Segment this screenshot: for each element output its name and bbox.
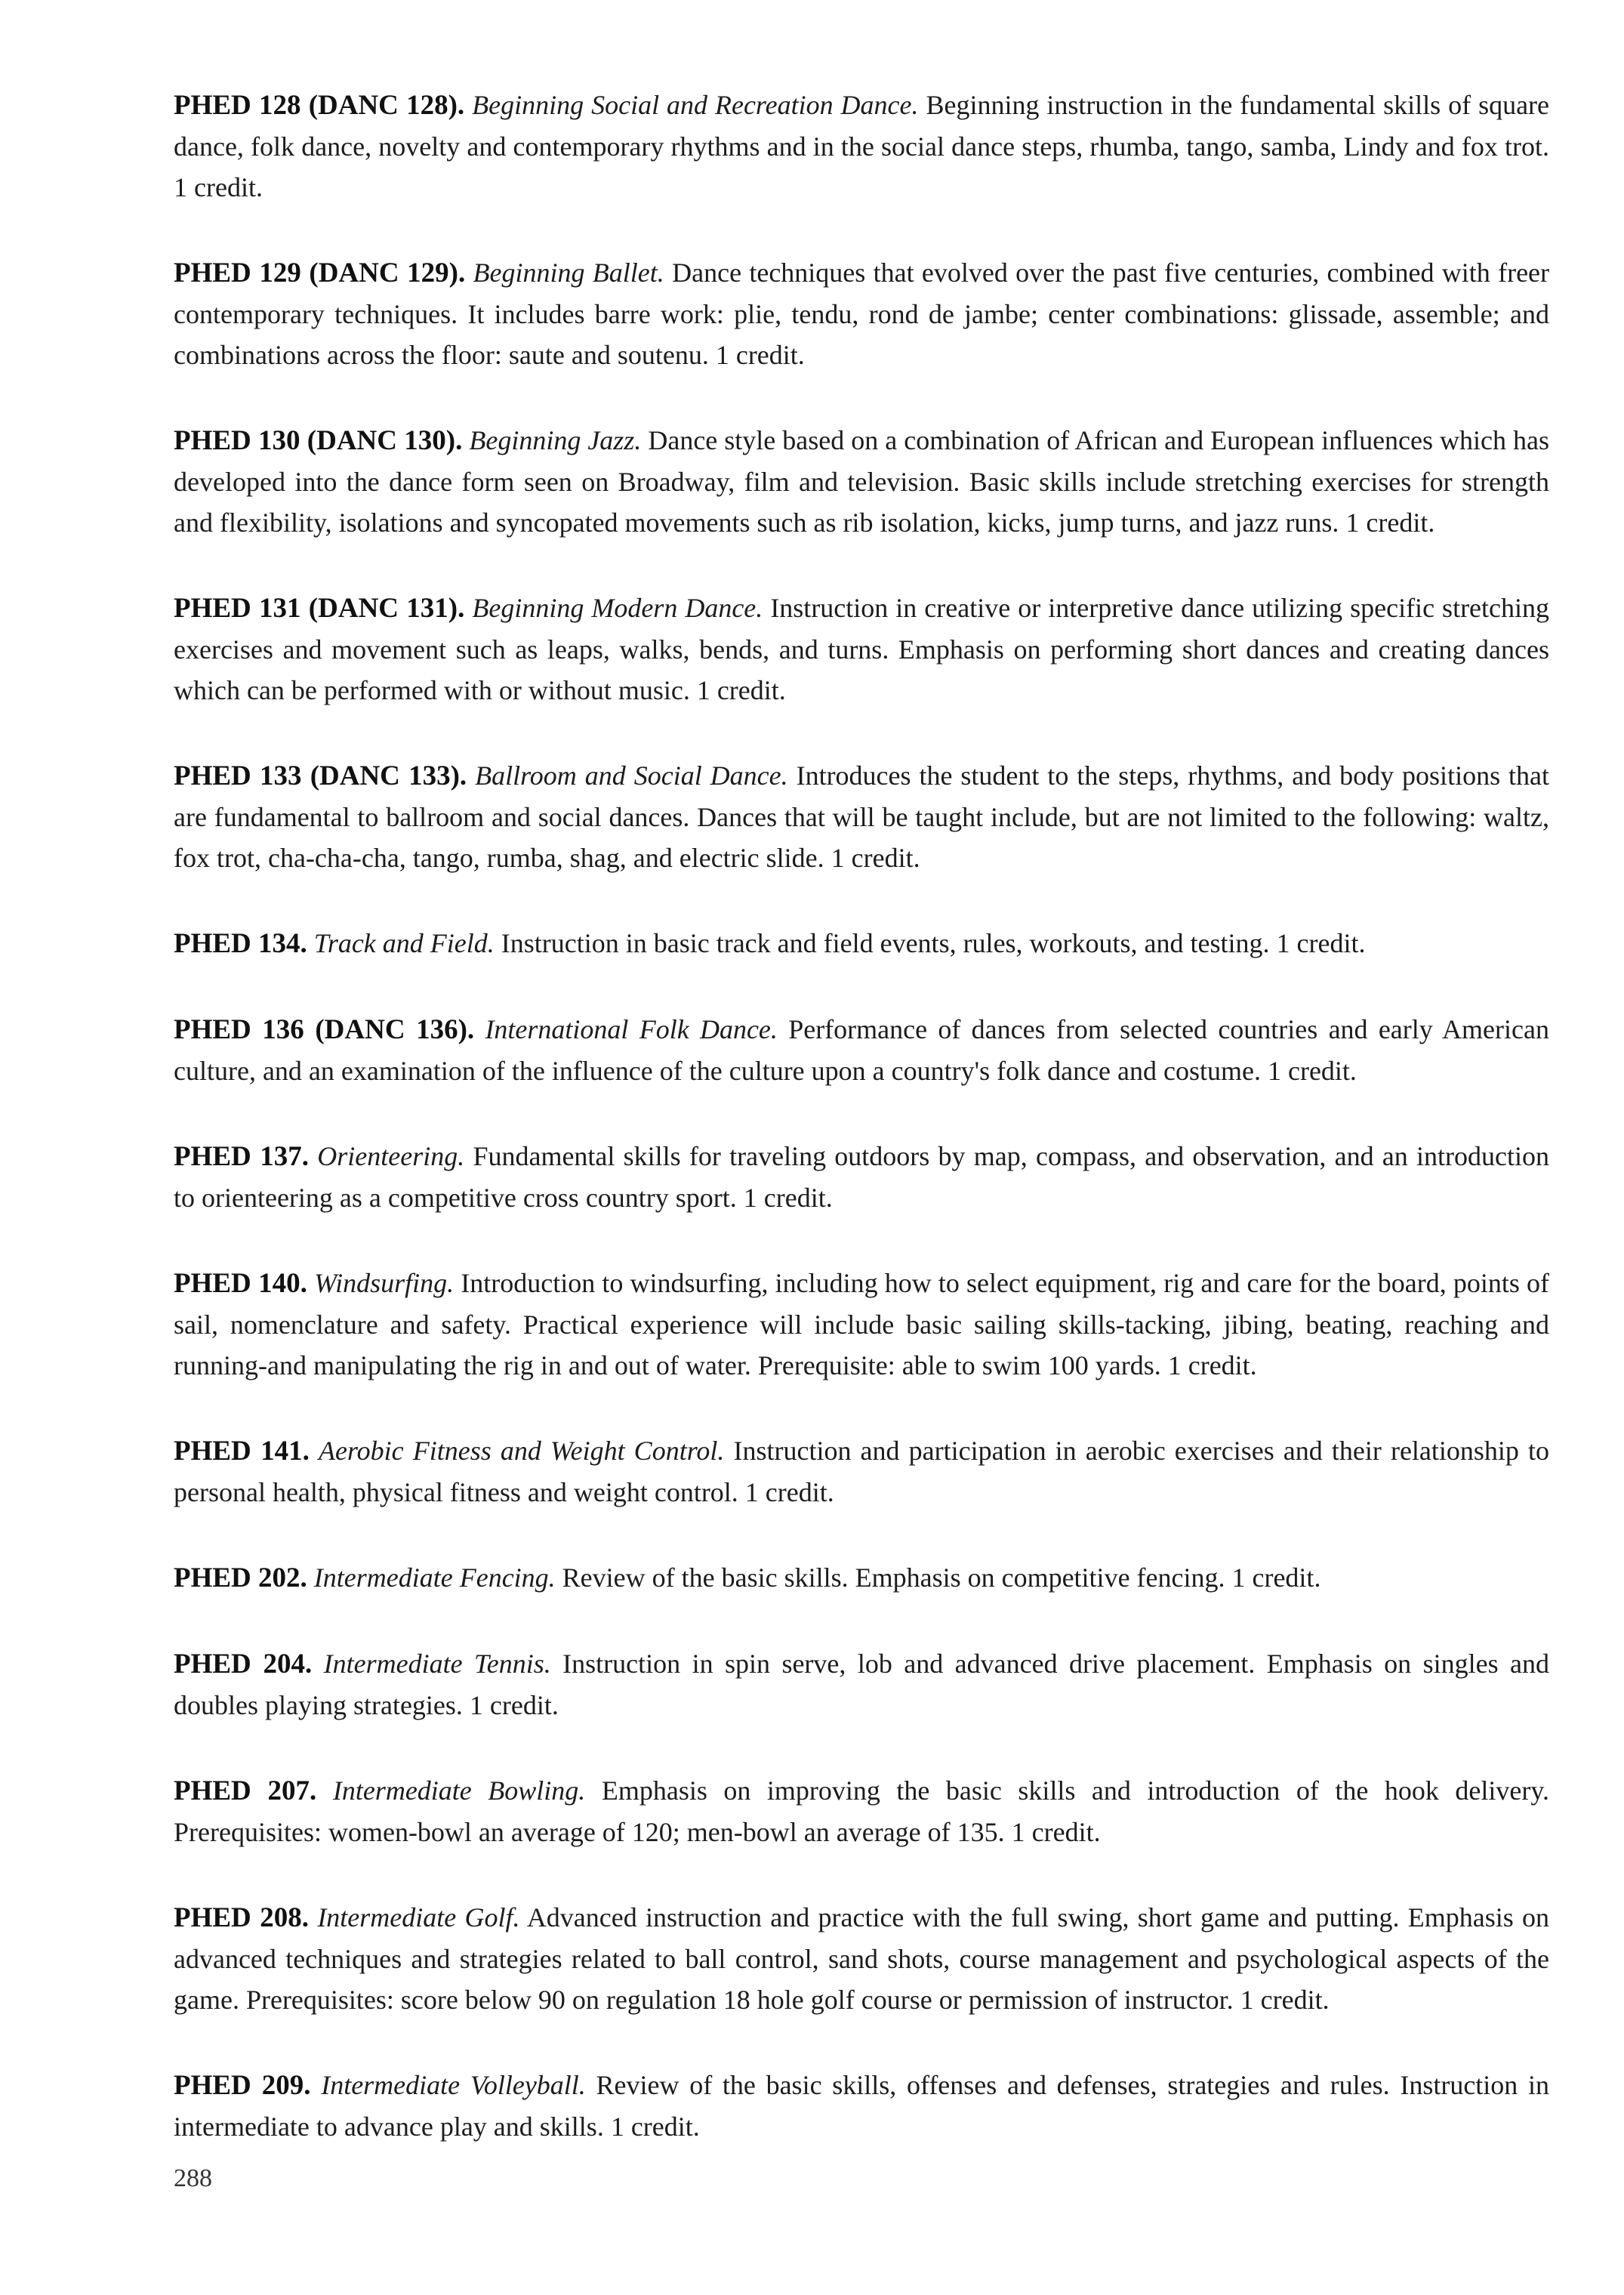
course-entry	[174, 420, 1549, 543]
course-description: Fundamental skills for traveling outdoors by map, compass, and observation, and an introduction to orienteering as a competitive cross country sport. 1 credit.	[174, 1141, 1549, 1213]
course-entry	[174, 1643, 1549, 1726]
course-description: Review of the basic skills, offenses and defenses, strategies and rules. Instruction in intermediate to advance play and skills. 1 credit.	[174, 2070, 1550, 2142]
course-code: PHED 137.	[174, 1141, 310, 1172]
course-entry	[174, 1557, 1549, 1599]
course-entry	[174, 588, 1549, 711]
course-code: PHED 204.	[174, 1649, 313, 1680]
course-description: Dance techniques that evolved over the past five centuries, combined with freer contemporary techniques. It includes barre work: plie, tendu, rond de jambe; center combinations: glissade, assemble; and combinations across the floor: saute and soutenu. 1 credit.	[174, 258, 1550, 370]
course-entry	[174, 1009, 1549, 1091]
course-title: Beginning Ballet.	[473, 258, 664, 288]
course-title: Intermediate Bowling.	[332, 1775, 586, 1806]
course-description: Instruction in spin serve, lob and advanced drive placement. Emphasis on singles and doubles playing strategies. 1 credit.	[174, 1649, 1550, 1720]
course-title: Beginning Modern Dance.	[472, 593, 763, 623]
course-description: Beginning instruction in the fundamental skills of square dance, folk dance, novelty and contemporary rhythms and in the social dance steps, rhumba, tango, samba, Lindy and fox trot. 1 credit.	[174, 90, 1550, 202]
course-code: PHED 202.	[174, 1562, 307, 1593]
course-code: PHED 207.	[174, 1775, 317, 1806]
course-description: Instruction in creative or interpretive dance utilizing specific stretching exercises and movement such as leaps, walks, bends, and turns. Emphasis on performing short dances and creating dances which can be performed with or without music. 1 credit.	[174, 593, 1550, 705]
course-title: Track and Field.	[313, 928, 495, 958]
course-entry	[174, 1263, 1549, 1386]
course-title: Intermediate Golf.	[317, 1902, 520, 1933]
course-description: Introduces the student to the steps, rhythms, and body positions that are fundamental to ballroom and social dances. Dances that will be taught include, but are not limited to the following: waltz, fox trot, cha-cha-cha, tango, rumba, shag, and electric slide. 1 credit.	[174, 760, 1550, 873]
course-code: PHED 136 (DANC 136).	[174, 1014, 475, 1045]
page-number: 288	[174, 2164, 212, 2192]
course-entry	[174, 252, 1549, 375]
course-title: Intermediate Tennis.	[323, 1649, 551, 1679]
course-title: Ballroom and Social Dance.	[475, 760, 788, 791]
course-code: PHED 129 (DANC 129).	[174, 258, 466, 288]
course-code: PHED 140.	[174, 1268, 307, 1299]
course-entry	[174, 755, 1549, 878]
course-description: Instruction in basic track and field events, rules, workouts, and testing. 1 credit.	[501, 928, 1366, 958]
course-entry	[174, 1770, 1549, 1852]
course-entry	[174, 1430, 1549, 1513]
course-title: Orienteering.	[317, 1141, 465, 1171]
course-description: Dance style based on a combination of African and European influences which has developed into the dance form seen on Broadway, film and television. Basic skills include stretching exercises for strength and flexibility, isolations and syncopated movements such as rib isolation, kicks, jump turns, and jazz runs. 1 credit.	[174, 425, 1550, 538]
course-list	[174, 85, 1549, 2192]
course-code: PHED 130 (DANC 130).	[174, 425, 463, 456]
course-description: Instruction and participation in aerobic exercises and their relationship to personal health, physical fitness and weight control. 1 credit.	[174, 1436, 1550, 1507]
course-description: Performance of dances from selected countries and early American culture, and an examination of the influence of the culture upon a country's folk dance and costume. 1 credit.	[174, 1014, 1549, 1086]
course-entry	[174, 2065, 1549, 2147]
course-code: PHED 128 (DANC 128).	[174, 90, 465, 121]
course-code: PHED 133 (DANC 133).	[174, 760, 467, 791]
course-code: PHED 134.	[174, 928, 307, 959]
course-description: Emphasis on improving the basic skills and introduction of the hook delivery. Prerequisites: women-bowl an average of 120; men-bowl an average of 135. 1 credit.	[174, 1775, 1550, 1847]
course-description: Advanced instruction and practice with the full swing, short game and putting. Emphasis on advanced techniques and strategies related to ball control, sand shots, course management and psychological aspects of the game. Prerequisites: score below 90 on regulation 18 hole golf course or permission of instructor. 1 credit.	[174, 1902, 1549, 2015]
course-code: PHED 209.	[174, 2070, 311, 2101]
course-entry	[174, 923, 1549, 964]
course-entry	[174, 1136, 1549, 1218]
course-entry	[174, 1897, 1549, 2020]
course-title: Intermediate Volleyball.	[321, 2070, 586, 2100]
course-title: Aerobic Fitness and Weight Control.	[319, 1436, 725, 1466]
course-code: PHED 141.	[174, 1436, 310, 1467]
course-title: Windsurfing.	[314, 1268, 455, 1298]
course-title: Intermediate Fencing.	[313, 1562, 556, 1593]
course-entry	[174, 85, 1549, 208]
course-title: Beginning Jazz.	[469, 425, 642, 455]
course-description: Review of the basic skills. Emphasis on competitive fencing. 1 credit.	[562, 1562, 1321, 1593]
course-title: International Folk Dance.	[485, 1014, 778, 1044]
course-code: PHED 131 (DANC 131).	[174, 593, 465, 624]
course-description: Introduction to windsurfing, including how to select equipment, rig and care for the board, points of sail, nomenclature and safety. Practical experience will include basic sailing skills-tacking, jibing, beating, reaching and running-and manipulating the rig in and out of water. Prerequisite: able to swim 100 yards. 1 credit.	[174, 1268, 1549, 1380]
course-title: Beginning Social and Recreation Dance.	[472, 90, 919, 120]
course-code: PHED 208.	[174, 1902, 310, 1933]
